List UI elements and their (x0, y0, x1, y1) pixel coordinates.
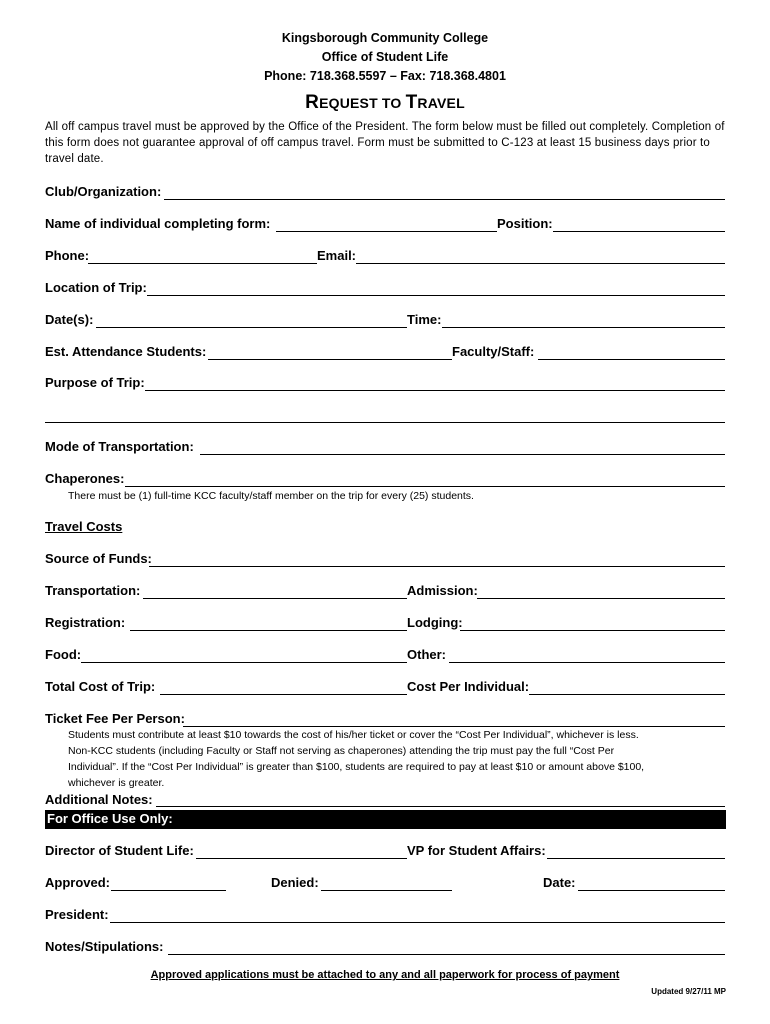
intro-text: All off campus travel must be approved by the Office of the President. The form below must be filled out completely. Completion of this form does not guarantee approval of off campus travel. Form must be submitted to C-123 at least 15 business days prior to travel date. (45, 121, 725, 165)
updated-note: Updated 9/27/11 MP (651, 987, 726, 996)
mode-line[interactable] (200, 454, 725, 455)
transportation-label: Transportation: (45, 583, 141, 598)
additional-notes-label: Additional Notes: (45, 792, 153, 807)
total-cost-line[interactable] (160, 694, 407, 695)
registration-label: Registration: (45, 615, 126, 630)
ticket-note-2: Non-KCC students (including Faculty or Staff not serving as chaperones) attending the trip must pay the full “Cost Per (68, 745, 615, 757)
phone-label: Phone: (45, 248, 90, 263)
contact-info: Phone: 718.368.5597 – Fax: 718.368.4801 (264, 69, 506, 83)
ticket-note-4: whichever is greater. (68, 777, 165, 789)
college-name: Kingsborough Community College (281, 31, 489, 45)
total-cost-label: Total Cost of Trip: (45, 679, 156, 694)
source-line[interactable] (149, 566, 725, 567)
food-label: Food: (45, 647, 82, 662)
vp-label: VP for Student Affairs: (407, 843, 546, 858)
location-line[interactable] (147, 295, 725, 296)
notes-stipulations-label: Notes/Stipulations: (45, 939, 164, 954)
approved-line[interactable] (111, 890, 226, 891)
dates-label: Date(s): (45, 312, 94, 327)
attendance-line[interactable] (208, 359, 452, 360)
date-line[interactable] (578, 890, 725, 891)
chaperones-line[interactable] (125, 486, 725, 487)
director-line[interactable] (196, 858, 407, 859)
chaperones-label: Chaperones: (45, 471, 125, 486)
office-use-bar (45, 810, 726, 829)
denied-label: Denied: (271, 875, 319, 890)
purpose-label: Purpose of Trip: (45, 375, 145, 390)
additional-notes-line[interactable] (156, 806, 725, 807)
travel-costs-heading: Travel Costs (45, 519, 123, 534)
registration-line[interactable] (130, 630, 407, 631)
cost-per-individual-label: Cost Per Individual: (407, 679, 530, 694)
phone-line[interactable] (88, 263, 317, 264)
lodging-line[interactable] (460, 630, 725, 631)
other-label: Other: (407, 647, 446, 662)
director-label: Director of Student Life: (45, 843, 194, 858)
purpose-line-2[interactable] (45, 422, 725, 423)
email-line[interactable] (356, 263, 725, 264)
lodging-label: Lodging: (407, 615, 463, 630)
denied-line[interactable] (321, 890, 452, 891)
position-label: Position: (497, 216, 553, 231)
club-line[interactable] (164, 199, 725, 200)
chaperone-note: There must be (1) full-time KCC faculty/staff member on the trip for every (25) students. (68, 490, 474, 502)
club-label: Club/Organization: (45, 184, 162, 199)
attendance-label: Est. Attendance Students: (45, 344, 207, 359)
ticket-fee-label: Ticket Fee Per Person: (45, 711, 185, 726)
vp-line[interactable] (547, 858, 725, 859)
form-title: REQUEST TO TRAVEL (305, 92, 465, 113)
source-label: Source of Funds: (45, 551, 152, 566)
date-label: Date: (543, 875, 576, 890)
president-label: President: (45, 907, 109, 922)
ticket-note-3: Individual”. If the “Cost Per Individual” is greater than $100, students are required to pay at least $10 or amount above $100, (68, 761, 645, 773)
admission-label: Admission: (407, 583, 478, 598)
dates-line[interactable] (96, 327, 407, 328)
faculty-line[interactable] (538, 359, 725, 360)
cost-per-individual-line[interactable] (529, 694, 725, 695)
time-line[interactable] (442, 327, 725, 328)
name-line[interactable] (276, 231, 497, 232)
email-label: Email: (317, 248, 357, 263)
other-line[interactable] (449, 662, 725, 663)
notes-stipulations-line[interactable] (168, 954, 725, 955)
position-line[interactable] (553, 231, 725, 232)
office-use-heading: For Office Use Only: (47, 811, 173, 826)
approval-footer: Approved applications must be attached to any and all paperwork for process of payment (150, 969, 620, 981)
time-label: Time: (407, 312, 442, 327)
name-label: Name of individual completing form: (45, 216, 271, 231)
ticket-note-1: Students must contribute at least $10 towards the cost of his/her ticket or cover the “Cost Per Individual”, whichever is less. (68, 729, 639, 741)
location-label: Location of Trip: (45, 280, 147, 295)
mode-label: Mode of Transportation: (45, 439, 194, 454)
transportation-line[interactable] (143, 598, 407, 599)
purpose-line[interactable] (145, 390, 725, 391)
president-line[interactable] (110, 922, 725, 923)
faculty-label: Faculty/Staff: (452, 344, 535, 359)
approved-label: Approved: (45, 875, 110, 890)
admission-line[interactable] (477, 598, 725, 599)
food-line[interactable] (81, 662, 407, 663)
office-name: Office of Student Life (321, 50, 449, 64)
